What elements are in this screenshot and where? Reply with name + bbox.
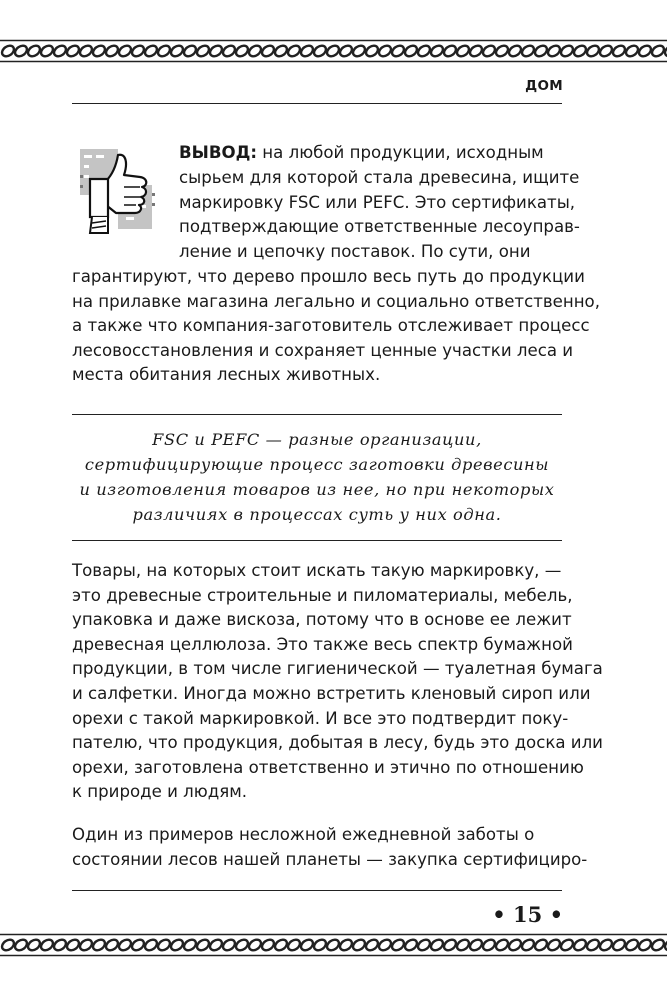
chain-link — [533, 44, 549, 59]
chain-link — [455, 44, 471, 59]
chain-link — [377, 44, 393, 59]
chain-link — [65, 44, 81, 59]
chain-link — [13, 44, 29, 59]
chain-link — [585, 938, 601, 953]
chain-link — [91, 938, 107, 953]
chain-link — [390, 938, 406, 953]
chain-link — [455, 938, 471, 953]
top-chain-border — [0, 38, 667, 64]
chain-link — [286, 938, 302, 953]
chain-link — [91, 44, 107, 59]
chain-link — [520, 938, 536, 953]
chain-link — [182, 938, 198, 953]
chain-link — [195, 938, 211, 953]
chain-link — [312, 44, 328, 59]
bottom-chain-border — [0, 932, 667, 958]
chain-link — [260, 44, 276, 59]
chain-link — [481, 938, 497, 953]
chain-link — [26, 44, 42, 59]
chain-link — [572, 44, 588, 59]
chain-link — [195, 44, 211, 59]
chain-link — [208, 938, 224, 953]
chain-link — [442, 44, 458, 59]
chain-link — [130, 938, 146, 953]
chain-link — [325, 44, 341, 59]
body-paragraph-2: Один из примеров несложной ежедневной заботы о состоянии лесов нашей планеты — закупка сертифициро- — [72, 825, 588, 869]
conclusion-line: ление и цепочку поставок. По сути, они — [179, 242, 531, 261]
chain-link — [546, 44, 562, 59]
conclusion-indented-lines: сырьем для которой стала древесина, ищите маркировку FSC или PEFC. Это сертификаты, подтверждающие ответственные лесоуправ- — [179, 168, 580, 237]
thumbs-up-icon — [78, 145, 163, 235]
chain-link — [325, 938, 341, 953]
chain-link — [403, 938, 419, 953]
callout-bottom-rule — [72, 540, 562, 541]
footer-rule — [72, 890, 562, 891]
chain-link — [546, 938, 562, 953]
callout-top-rule — [72, 414, 562, 415]
callout-quote: FSC и PEFC — разные организации, сертифицирующие процесс заготовки древесины и изготовления товаров из нее, но при некоторых различиях в процессах суть у них одна. — [79, 430, 555, 524]
chain-link — [559, 44, 575, 59]
chain-link — [585, 44, 601, 59]
chain-link — [338, 938, 354, 953]
chain-link — [442, 938, 458, 953]
chain-link — [286, 44, 302, 59]
chain-link — [130, 44, 146, 59]
header-rule — [72, 103, 562, 104]
chain-link — [0, 44, 16, 59]
chain-link — [117, 938, 133, 953]
chain-link — [312, 938, 328, 953]
conclusion-first-line: ВЫВОД: на любой продукции, исходным — [179, 143, 544, 162]
chain-link — [221, 938, 237, 953]
chain-link — [169, 44, 185, 59]
chain-link — [0, 938, 16, 953]
chain-link — [611, 44, 627, 59]
chain-link — [481, 44, 497, 59]
chain-link — [26, 938, 42, 953]
chain-link — [260, 938, 276, 953]
chain-link — [65, 938, 81, 953]
chain-link — [533, 938, 549, 953]
conclusion-label: ВЫВОД: — [179, 143, 258, 162]
chain-link — [403, 44, 419, 59]
chain-link — [468, 44, 484, 59]
chain-link — [377, 938, 393, 953]
chain-link — [273, 44, 289, 59]
section-title: ДОМ — [525, 78, 563, 94]
chain-link — [52, 44, 68, 59]
chain-link — [234, 938, 250, 953]
chain-link — [494, 938, 510, 953]
chain-link — [104, 44, 120, 59]
chain-link — [572, 938, 588, 953]
chain-link — [520, 44, 536, 59]
chain-link — [624, 938, 640, 953]
chain-link — [494, 44, 510, 59]
chain-link — [299, 938, 315, 953]
chain-link — [156, 44, 172, 59]
chain-link — [598, 938, 614, 953]
chain-link — [299, 44, 315, 59]
chain-link — [559, 938, 575, 953]
chain-link — [429, 938, 445, 953]
page-number: • 15 • — [492, 902, 563, 927]
chain-link — [78, 938, 94, 953]
body-paragraph-1: Товары, на которых стоит искать такую маркировку, — это древесные строительные и пиломатериалы, мебель, упаковка и даже вискоза, потому что в основе ее лежит древесная целлюлоза. Это также весь спектр бумажной продукции, в том числе гигиенической — туалетная бумага и салфетки. Иногда можно встретить кленовый сироп или орехи с такой маркировкой. И все это подтвердит поку- пателю, что продукция, добытая в лесу, будь это доска или орехи, заготовлена ответственно и этично по отношению к природе и людям. — [72, 561, 603, 802]
chain-link — [169, 938, 185, 953]
chain-link — [468, 938, 484, 953]
chain-link — [117, 44, 133, 59]
chain-link — [182, 44, 198, 59]
chain-link — [507, 44, 523, 59]
chain-link — [507, 938, 523, 953]
chain-link — [429, 44, 445, 59]
chain-link — [13, 938, 29, 953]
chain-link — [78, 44, 94, 59]
chain-link — [39, 44, 55, 59]
chain-link — [52, 938, 68, 953]
chain-link — [650, 938, 666, 953]
chain-link — [364, 44, 380, 59]
chain-link — [351, 44, 367, 59]
chain-link — [338, 44, 354, 59]
chain-link — [637, 938, 653, 953]
chain-link — [143, 44, 159, 59]
chain-link — [624, 44, 640, 59]
chain-link — [234, 44, 250, 59]
chain-link — [247, 44, 263, 59]
chain-link — [273, 938, 289, 953]
chain-link — [156, 938, 172, 953]
chain-link — [637, 44, 653, 59]
chain-link — [221, 44, 237, 59]
chain-link — [611, 938, 627, 953]
chain-link — [351, 938, 367, 953]
chain-link — [416, 44, 432, 59]
chain-link — [598, 44, 614, 59]
chain-link — [247, 938, 263, 953]
chain-link — [104, 938, 120, 953]
conclusion-full-lines: гарантируют, что дерево прошло весь путь до продукции на прилавке магазина легально и социально ответственно, а также что компания-заготовитель отслеживает процесс лесовосстановления и сохраняет ценные участки леса и места обитания лесных животных. — [72, 267, 600, 385]
chain-link — [208, 44, 224, 59]
chain-link — [39, 938, 55, 953]
chain-link — [143, 938, 159, 953]
chain-link — [416, 938, 432, 953]
chain-link — [650, 44, 666, 59]
chain-link — [364, 938, 380, 953]
chain-link — [390, 44, 406, 59]
